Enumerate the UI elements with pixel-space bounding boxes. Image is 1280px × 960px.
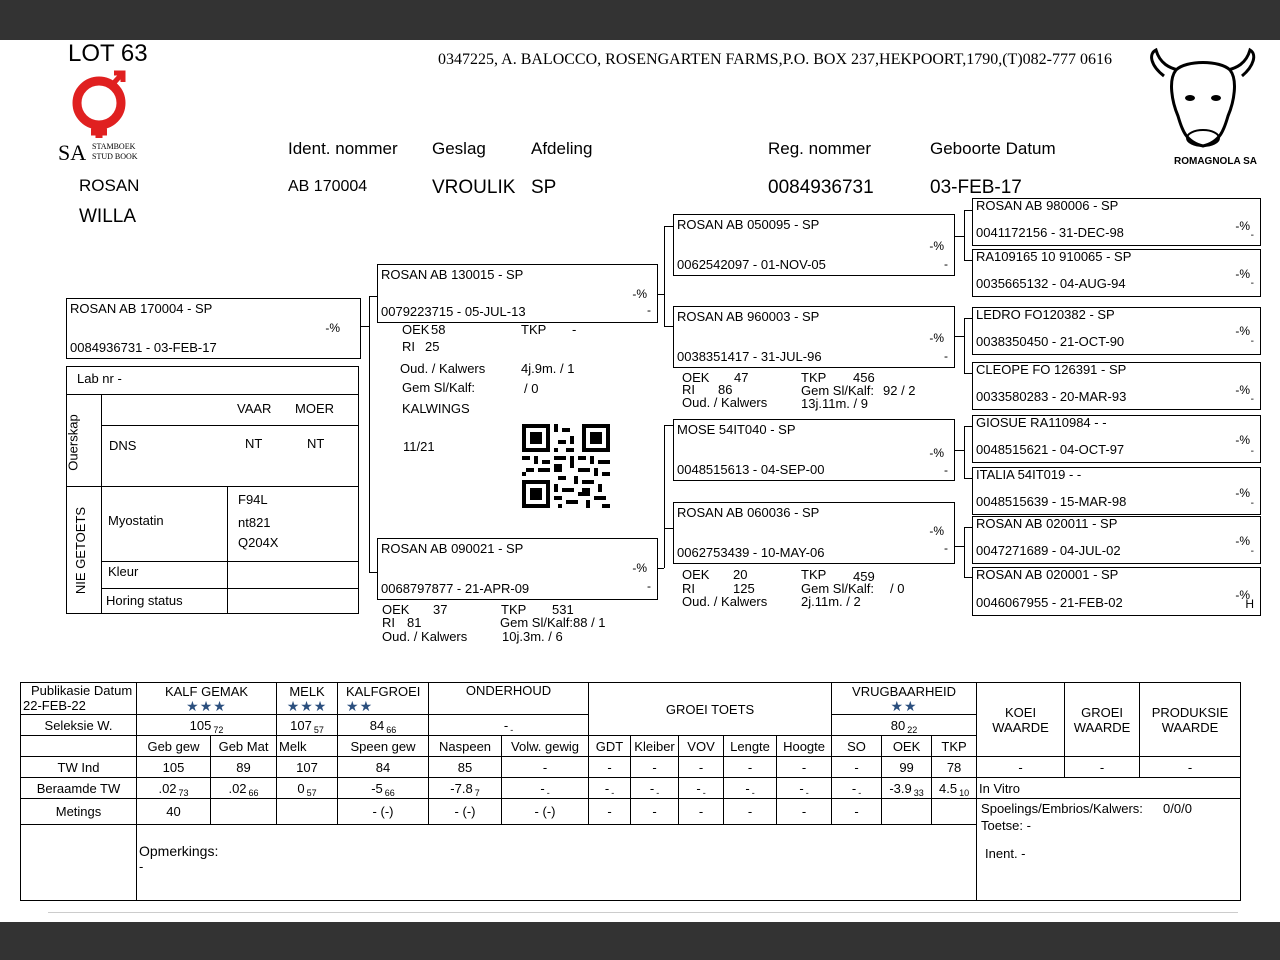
section-value: SP bbox=[531, 177, 557, 198]
table-row: Metings 40 - (-) - (-) - (-) - - - - - - Spoelings/Embrios/Kalwers: 0/0/0 Toetse: - Inent. - bbox=[21, 799, 1241, 825]
seleksie-melk: 107 $_{57}$ bbox=[277, 715, 338, 736]
connector-line bbox=[369, 572, 377, 573]
great-grandparent-box: ROSAN AB 980006 - SP -% - 0041172156 - 31-DEC-98 bbox=[972, 198, 1261, 246]
kalf-gemak-header: KALF GEMAK ★★★ bbox=[137, 683, 277, 715]
remarks-cell bbox=[137, 825, 977, 901]
seleksie-onderhoud: - $_-$ bbox=[429, 715, 589, 736]
nie-getoets-label: NIE GETOETS bbox=[73, 506, 89, 595]
koei-waarde-header: KOEI WAARDE bbox=[977, 683, 1065, 757]
breed-logo-text: ROMAGNOLA SA bbox=[1174, 156, 1257, 167]
great-grandparent-box: ROSAN AB 020001 - SP -% H 0046067955 - 21-FEB-02 bbox=[972, 567, 1261, 616]
col-header: OEK bbox=[882, 736, 932, 757]
section-label: Afdeling bbox=[531, 139, 593, 158]
vrugbaarheid-header: VRUGBAARHEID ★★ bbox=[832, 683, 977, 715]
seleksie-kalf: 105 $_{72}$ bbox=[137, 715, 277, 736]
kalfgroei-header: KALFGROEI ★★ bbox=[338, 683, 429, 715]
col-header: Geb Mat bbox=[211, 736, 277, 757]
great-grandparent-box: GIOSUE RA110984 - - -% - 0048515621 - 04-OCT-97 bbox=[972, 415, 1261, 463]
great-grandparent-box: LEDRO FO120382 - SP -% - 0038350450 - 21-OCT-90 bbox=[972, 307, 1261, 355]
great-grandparent-box: ROSAN AB 020011 - SP -% - 0047271689 - 04-JUL-02 bbox=[972, 516, 1261, 564]
myostatin-value: Q204X bbox=[238, 535, 279, 550]
divider bbox=[48, 912, 1238, 913]
vaar-label: VAAR bbox=[237, 401, 272, 416]
table-row: TW Ind 105 89 107 84 85 - - - - - - - 99 78 - - - bbox=[21, 757, 1241, 778]
qr-code-icon bbox=[522, 424, 610, 508]
connector-line bbox=[664, 326, 673, 327]
connector-line bbox=[664, 528, 665, 568]
connector-line bbox=[664, 528, 673, 529]
horing-label: Horing status bbox=[106, 593, 183, 608]
remarks-label: Opmerkings: bbox=[139, 843, 219, 859]
connector-line bbox=[964, 426, 965, 478]
lab-nr: Lab nr - bbox=[77, 371, 122, 386]
grandparent-box: MOSE 54IT040 - SP -% - 0048515613 - 04-SEP-00 bbox=[673, 419, 955, 481]
moer-label: MOER bbox=[295, 401, 334, 416]
publication-date-cell: Publikasie Datum 22-FEB-22 bbox=[21, 683, 137, 715]
connector-line bbox=[955, 450, 964, 451]
row-label: TW Ind bbox=[21, 757, 137, 778]
myostatin-value: F94L bbox=[238, 492, 268, 507]
col-header: Kleiber bbox=[631, 736, 679, 757]
col-header: VOV bbox=[679, 736, 724, 757]
col-header: Lengte bbox=[724, 736, 777, 757]
kleur-label: Kleur bbox=[108, 564, 139, 579]
connector-line bbox=[658, 568, 664, 569]
animal-name-1: ROSAN bbox=[79, 176, 140, 195]
birth-value: 03-FEB-17 bbox=[930, 177, 1022, 198]
in-vitro-label: In Vitro bbox=[977, 778, 1241, 799]
myostatin-label: Myostatin bbox=[108, 513, 164, 528]
connector-line bbox=[955, 336, 964, 337]
grandparent-box: ROSAN AB 050095 - SP -% - 0062542097 - 01-NOV-05 bbox=[673, 214, 955, 276]
reg-label: Reg. nommer bbox=[768, 139, 871, 158]
lab-box bbox=[66, 366, 359, 614]
animal-name-2: WILLA bbox=[79, 206, 137, 227]
gender-label: Geslag bbox=[432, 139, 486, 158]
breed-logo bbox=[1146, 46, 1260, 172]
self-pedigree-box: ROSAN AB 170004 - SP -% 0084936731 - 03-FEB-17 bbox=[66, 298, 361, 359]
connector-line bbox=[964, 527, 965, 577]
row-label: Beraamde TW bbox=[21, 778, 137, 799]
bottom-bar bbox=[0, 922, 1280, 960]
connector-line bbox=[664, 425, 665, 528]
col-header: Volw. gewig bbox=[502, 736, 589, 757]
col-header: Naspeen bbox=[429, 736, 502, 757]
publication-date: 22-FEB-22 bbox=[23, 698, 86, 713]
connector-line bbox=[664, 226, 673, 227]
kalfgroei-stars: ★★ bbox=[346, 697, 374, 714]
groei-toets-header: GROEI TOETS bbox=[589, 683, 832, 736]
dns-label: DNS bbox=[109, 438, 137, 453]
studbook-logo: SA STAMBOEK STUD BOOK bbox=[56, 68, 156, 164]
connector-line bbox=[964, 318, 972, 319]
breeder-info: 0347225, A. BALOCCO, ROSENGARTEN FARMS,P.O. BOX 237,HEKPOORT,1790,(T)082-777 0616 bbox=[438, 51, 1112, 68]
connector-line bbox=[955, 546, 964, 547]
connector-line bbox=[955, 236, 964, 237]
ouerskap-label: Ouerskap bbox=[65, 414, 81, 471]
sire-box: ROSAN AB 130015 - SP -% - 0079223715 - 05-JUL-13 bbox=[377, 264, 658, 323]
remarks-value: - bbox=[139, 859, 144, 874]
grandparent-box: ROSAN AB 960003 - SP -% - 0038351417 - 31-JUL-96 bbox=[673, 306, 955, 368]
col-header: SO bbox=[832, 736, 882, 757]
col-header: Speen gew bbox=[338, 736, 429, 757]
seleksie-label: Seleksie W. bbox=[21, 715, 137, 736]
ident-label: Ident. nommer bbox=[288, 139, 398, 158]
seleksie-groei: 84 $_{66}$ bbox=[338, 715, 429, 736]
kalwings-value: 11/21 bbox=[403, 439, 435, 454]
connector-line bbox=[964, 318, 965, 373]
melk-header: MELK ★★★ bbox=[277, 683, 338, 715]
performance-table bbox=[20, 682, 1241, 901]
lot-number: LOT 63 bbox=[68, 40, 148, 67]
connector-line bbox=[964, 527, 972, 528]
embryo-info-cell: Spoelings/Embrios/Kalwers: 0/0/0 Toetse: - Inent. - bbox=[977, 799, 1241, 901]
col-header: TKP bbox=[932, 736, 977, 757]
connector-line bbox=[369, 296, 370, 572]
kalwings-label: KALWINGS bbox=[402, 401, 470, 416]
connector-line bbox=[964, 373, 972, 374]
col-header: Geb gew bbox=[137, 736, 211, 757]
connector-line bbox=[964, 260, 972, 261]
empty-cell bbox=[21, 736, 137, 757]
connector-line bbox=[964, 426, 972, 427]
vrugbaarheid-stars: ★★ bbox=[890, 697, 918, 714]
dam-box: ROSAN AB 090021 - SP -% - 0068797877 - 21-APR-09 bbox=[377, 538, 658, 600]
connector-line bbox=[964, 577, 972, 578]
connector-line bbox=[664, 425, 673, 426]
connector-line bbox=[964, 478, 972, 479]
produksie-waarde-header: PRODUKSIE WAARDE bbox=[1140, 683, 1241, 757]
col-header: Hoogte bbox=[777, 736, 832, 757]
row-label: Metings bbox=[21, 799, 137, 825]
grandparent-box: ROSAN AB 060036 - SP -% - 0062753439 - 10-MAY-06 bbox=[673, 502, 955, 564]
connector-line bbox=[964, 210, 972, 211]
connector-line bbox=[369, 296, 377, 297]
dns-vaar-value: NT bbox=[245, 436, 263, 451]
seleksie-vrugbaarheid: 80 $_{22}$ bbox=[832, 715, 977, 736]
gender-value: VROULIK bbox=[432, 177, 516, 198]
col-header: GDT bbox=[589, 736, 631, 757]
connector-line bbox=[964, 210, 965, 260]
dns-moer-value: NT bbox=[307, 436, 325, 451]
top-bar bbox=[0, 0, 1280, 40]
great-grandparent-box: ITALIA 54IT019 - - -% - 0048515639 - 15-MAR-98 bbox=[972, 467, 1261, 515]
great-grandparent-box: RA109165 10 910065 - SP -% - 0035665132 - 04-AUG-94 bbox=[972, 249, 1261, 297]
melk-stars: ★★★ bbox=[286, 697, 328, 714]
connector-line bbox=[664, 226, 665, 326]
col-header: Melk bbox=[277, 736, 338, 757]
connector-line bbox=[658, 294, 664, 295]
great-grandparent-box: CLEOPE FO 126391 - SP -% - 0033580283 - 20-MAR-93 bbox=[972, 362, 1261, 410]
ident-value: AB 170004 bbox=[288, 178, 368, 195]
table-row: Beraamde TW .02 $_{73}$ .02 $_{66}$ 0 $_{57}$ -5 $_{66}$ -7.8 $_7$ - $_-$ - $_-$ - $_-$ - $_-$ - $_-$ - $_-$ - $_-$ -3.9 $_{33}$ 4.5 $_{10}$ In Vitro bbox=[21, 778, 1241, 799]
cow-head-icon bbox=[1146, 46, 1260, 156]
connector-line bbox=[361, 326, 369, 327]
empty-cell bbox=[21, 825, 137, 901]
reg-value: 0084936731 bbox=[768, 177, 874, 198]
kalf-gemak-stars: ★★★ bbox=[186, 697, 227, 714]
myostatin-value: nt821 bbox=[238, 515, 271, 530]
groei-waarde-header: GROEI WAARDE bbox=[1065, 683, 1140, 757]
birth-label: Geboorte Datum bbox=[930, 139, 1056, 158]
onderhoud-header: ONDERHOUD bbox=[429, 683, 589, 715]
